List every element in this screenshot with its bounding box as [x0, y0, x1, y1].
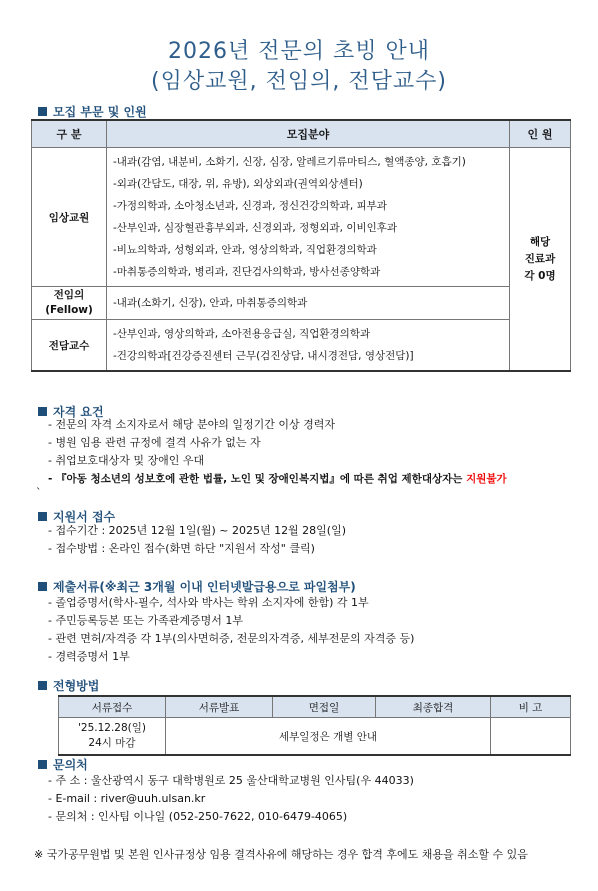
remarks-cell: [491, 718, 571, 756]
stray-mark: `: [36, 486, 42, 499]
category-clinical: 임상교원: [32, 148, 107, 287]
list-item: - 전문의 자격 소지자로서 해당 분야의 일정기간 이상 경력자: [48, 418, 335, 431]
count-cell: 해당 진료과 각 0명: [510, 148, 571, 372]
square-bullet-icon: [38, 582, 47, 591]
fields-dedicated: [107, 320, 510, 372]
list-item: -내과(감염, 내분비, 소화기, 신장, 심장, 알레르기류마티스, 혈액종양, 호흡기): [113, 156, 466, 168]
table-header-row: [32, 120, 571, 148]
qual-list: [48, 416, 507, 488]
recruit-table: [31, 119, 571, 372]
list-item: - E-mail : river@uuh.ulsan.kr: [48, 792, 206, 805]
list-item: - 졸업증명서(학사-필수, 석사와 박사는 학위 소지자에 한함) 각 1부: [48, 596, 369, 609]
list-item: - 관련 면허/자격증 각 1부(의사면허증, 전문의자격증, 세부전문의 자격증 등): [48, 632, 415, 645]
footer-note: ※ 국가공무원법 및 본원 인사규정상 임용 결격사유에 해당하는 경우 합격 후에도 채용을 취소할 수 있음: [34, 848, 528, 861]
list-item: - 경력증명서 1부: [48, 650, 130, 663]
process-table: [58, 695, 571, 756]
table-row: [32, 320, 571, 372]
section-recruit-heading: 모집 부문 및 인원: [38, 103, 147, 120]
docs-list: [48, 594, 414, 666]
table-row: [32, 287, 571, 320]
list-item: -건강의학과[건강증진센터 근무(검진상담, 내시경전담, 영상전담)]: [113, 350, 414, 362]
square-bullet-icon: [38, 407, 47, 416]
square-bullet-icon: [38, 107, 47, 116]
contact-list: [48, 772, 414, 826]
header-category: 구 분: [32, 120, 107, 148]
category-dedicated: 전담교수: [32, 320, 107, 372]
section-process-heading: 전형방법: [38, 677, 99, 694]
table-row: [59, 718, 571, 756]
list-item: -산부인과, 영상의학과, 소아전용응급실, 직업환경의학과: [113, 328, 371, 340]
square-bullet-icon: [38, 760, 47, 769]
schedule-note-cell: 세부일정은 개별 안내: [166, 718, 491, 756]
list-item: - 문의처 : 인사팀 이나일 (052-250-7622, 010-6479-4065): [48, 810, 348, 823]
section-apply-heading: 지원서 접수: [38, 508, 115, 525]
list-item: -내과(소화기, 신장), 안과, 마취통증의학과: [113, 297, 308, 309]
list-item: - 취업보호대상자 및 장애인 우대: [48, 454, 205, 467]
list-item: -산부인과, 심장혈관흉부외과, 신경외과, 정형외과, 이비인후과: [113, 222, 398, 234]
list-item: - 주 소 : 울산광역시 동구 대학병원로 25 울산대학교병원 인사팀(우 44033): [48, 774, 414, 787]
list-item: -마취통증의학과, 병리과, 진단검사의학과, 방사선종양학과: [113, 266, 381, 278]
square-bullet-icon: [38, 512, 47, 521]
header-doc-announce: 서류발표: [166, 696, 273, 718]
list-item: -비뇨의학과, 성형외과, 안과, 영상의학과, 직업환경의학과: [113, 244, 377, 256]
header-doc-receipt: 서류접수: [59, 696, 166, 718]
header-interview: 면접일: [273, 696, 376, 718]
category-fellow: 전임의 (Fellow): [32, 287, 107, 320]
table-header-row: [59, 696, 571, 718]
list-item: - 주민등록등본 또는 가족관계증명서 1부: [48, 614, 243, 627]
header-field: 모집분야: [107, 120, 510, 148]
page-title-line2: (임상교원, 전임의, 전담교수): [151, 69, 447, 94]
list-item: -외과(간담도, 대장, 위, 유방), 외상외과(권역외상센터): [113, 178, 363, 190]
page-title-line1: 2026년 전문의 초빙 안내: [168, 39, 430, 64]
list-item: - 『아동 청소년의 성보호에 관한 법률, 노인 및 장애인복지법』에 따른 취업 제한대상자는 지원불가: [48, 473, 507, 485]
table-row: [32, 148, 571, 287]
list-item: - 병원 임용 관련 규정에 결격 사유가 없는 자: [48, 436, 261, 449]
list-item: - 접수기간 : 2025년 12월 1일(월) ~ 2025년 12월 28일(일): [48, 524, 347, 537]
square-bullet-icon: [38, 681, 47, 690]
apply-list: [48, 522, 346, 558]
section-docs-heading: 제출서류(※최근 3개월 이내 인터넷발급용으로 파일첨부): [38, 578, 356, 595]
header-count: 인 원: [510, 120, 571, 148]
list-item: - 접수방법 : 온라인 접수(화면 하단 "지원서 작성" 클릭): [48, 542, 315, 555]
section-qual-heading: 자격 요건: [38, 403, 104, 420]
not-eligible-text: 지원불가: [466, 473, 507, 485]
section-contact-heading: 문의처: [38, 756, 88, 773]
header-remarks: 비 고: [491, 696, 571, 718]
fields-fellow: [107, 287, 510, 320]
list-item: -가정의학과, 소아청소년과, 신경과, 정신건강의학과, 피부과: [113, 200, 387, 212]
fields-clinical: [107, 148, 510, 287]
deadline-cell: '25.12.28(일) 24시 마감: [59, 718, 166, 756]
header-final: 최종합격: [376, 696, 491, 718]
